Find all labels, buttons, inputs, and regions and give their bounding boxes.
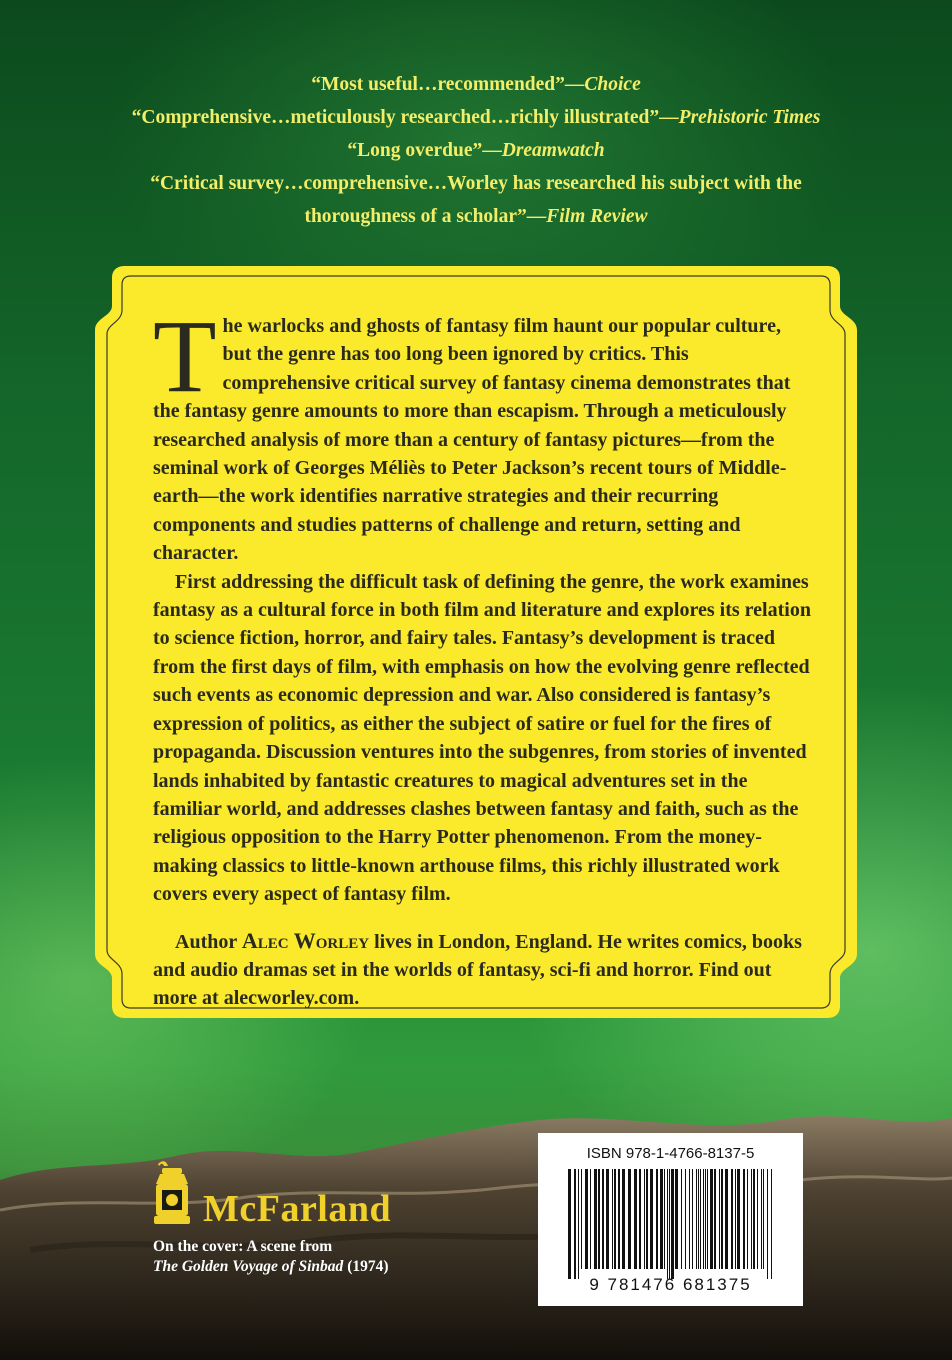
barcode-panel [538, 1133, 803, 1306]
review-quote: “Most useful…recommended”—Choice [311, 74, 641, 95]
barcode-bar [606, 1169, 609, 1269]
description-paragraph: First addressing the difficult task of defining the genre, the work examines fantasy as a cultural force in both film and literature and explores its relation to science fiction, horror, and fairy tales. Fantasy’s development is traced from the first days of film, with emphasis on how the evolving genre reflected such events as economic depression and war. Also considered is fantasy’s expression of politics, as either the subject of satire or fuel for the fires of propaganda. Discussion ventures into the subgenres, from stories of invented lands inhabited by fantastic creatures to magical adventures set in the familiar world, and addresses clashes between fantasy and faith, such as the religious opposition to the Harry Potter phenomenon. From the money-making classics to little-known arthouse films, this richly illustrated work covers every aspect of fantasy film. [153, 570, 811, 906]
barcode-bar [660, 1169, 663, 1269]
barcode-bar [667, 1169, 668, 1279]
barcode-bar [614, 1169, 616, 1269]
barcode-bar [664, 1169, 665, 1269]
barcode-bar [578, 1169, 579, 1279]
barcode-bar [650, 1169, 653, 1269]
author-name: Alec Worley [241, 927, 370, 953]
barcode-bar [618, 1169, 620, 1269]
cover-credit: On the cover: A scene from The Golden Voyage of Sinbad (1974) [153, 1238, 389, 1275]
barcode-bar [696, 1169, 697, 1269]
barcode-bar [598, 1169, 600, 1269]
barcode-bar [574, 1169, 576, 1279]
barcode-digits: 9 781476 681375 [589, 1275, 752, 1294]
barcode-bar [714, 1169, 716, 1269]
publisher-logo [148, 1160, 196, 1235]
book-description [153, 299, 813, 1013]
author-bio: Author Alec Worley lives in London, England. He writes comics, books and audio dramas set in the worlds of fantasy, sci-fi and horror. Find out more at alecworley.com. [153, 927, 802, 1010]
barcode-bar [681, 1169, 682, 1269]
isbn-label: ISBN 978-1-4766-8137-5 [586, 1145, 755, 1162]
barcode-bar [568, 1169, 571, 1279]
barcode-bar [767, 1169, 768, 1279]
barcode-bar [612, 1169, 613, 1269]
barcode-bar [753, 1169, 755, 1269]
barcode-bar [671, 1169, 674, 1279]
barcode-bar [634, 1169, 637, 1269]
barcode-bar [689, 1169, 690, 1269]
lantern-icon [148, 1160, 196, 1230]
barcode-bar [700, 1169, 701, 1269]
barcode-bar [761, 1169, 762, 1269]
barcode-bar [656, 1169, 658, 1269]
barcode-bar [622, 1169, 625, 1269]
barcode-bar [585, 1169, 588, 1269]
barcode-bar [707, 1169, 708, 1269]
barcode-bar [751, 1169, 752, 1269]
barcode-bar [602, 1169, 604, 1269]
drop-cap: T [153, 299, 217, 414]
description-paragraph: The warlocks and ghosts of fantasy film haunt our popular culture, but the genre has too long been ignored by critics. This comprehensive critical survey of fantasy cinema demonstrates that the fantasy genre amounts to more than escapism. Through a meticulously researched analysis of more than a century of fantasy pictures—from the seminal work of Georges Méliès to Peter Jackson’s recent tours of Middle-earth—the work identifies narrative strategies and their recurring components and studies patterns of challenge and return, setting and character. [153, 299, 791, 565]
barcode-bar [685, 1169, 686, 1269]
barcode-bar [721, 1169, 723, 1269]
review-quote: “Comprehensive…meticulously researched…richly illustrated”—Prehistoric Times [131, 107, 821, 128]
barcode-bar [581, 1169, 582, 1269]
barcode-bar [675, 1169, 678, 1269]
barcode-bar [763, 1169, 764, 1269]
barcode-bar [669, 1169, 670, 1279]
barcode-bar [705, 1169, 706, 1269]
barcode-bar [644, 1169, 645, 1269]
barcode-bar [737, 1169, 740, 1269]
rock-ledge-illustration [0, 1060, 952, 1360]
barcode-bar [731, 1169, 733, 1269]
barcode-bar [628, 1169, 631, 1269]
review-quotes [60, 68, 892, 233]
barcode-bar [771, 1169, 772, 1279]
barcode-bar [725, 1169, 728, 1269]
barcode-bar [698, 1169, 699, 1269]
barcode-bar [735, 1169, 736, 1269]
barcode-bar [639, 1169, 641, 1269]
barcode-bar [590, 1169, 591, 1269]
barcode-bar [719, 1169, 720, 1269]
barcode-bar [703, 1169, 704, 1269]
barcode-bar [757, 1169, 758, 1269]
barcode-bar [692, 1169, 693, 1269]
review-quote: “Long overdue”—Dreamwatch [347, 140, 605, 161]
publisher-name: McFarland [203, 1188, 392, 1230]
barcode-bar [710, 1169, 713, 1269]
barcode-bar [594, 1169, 597, 1269]
review-quote: “Critical survey…comprehensive…Worley has researched his subject with the thoroughness of a scholar”—Film Review [150, 173, 802, 227]
barcode-bar [747, 1169, 748, 1269]
barcode-bar [743, 1169, 745, 1269]
barcode-bar [646, 1169, 648, 1269]
